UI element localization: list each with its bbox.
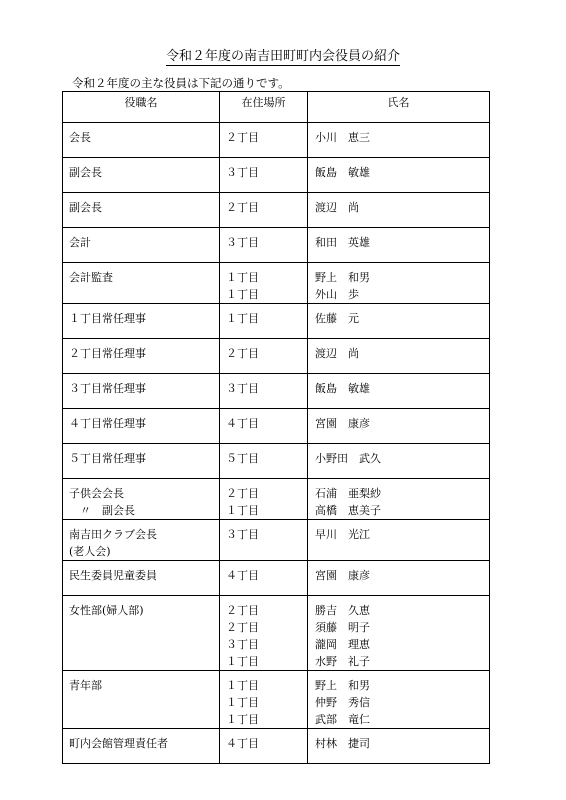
table-row	[63, 228, 490, 263]
name-text: 渡辺 尚	[315, 201, 359, 214]
cell-name	[308, 339, 490, 374]
table-header-row	[63, 92, 490, 123]
name-text: 野上 和男	[315, 679, 370, 692]
role-lines	[63, 374, 219, 397]
cell-role	[63, 596, 220, 671]
name-text: 小川 恵三	[315, 131, 370, 144]
cell-role	[63, 158, 220, 193]
intro-text: 令和２年度の主な役員は下記の通りです。	[72, 76, 290, 90]
role-text: ２丁目常任理事	[69, 347, 146, 360]
cell-place	[220, 729, 308, 764]
role-text: 会計	[69, 236, 91, 249]
name-lines	[308, 520, 489, 543]
place-text: ４丁目	[226, 417, 259, 430]
cell-name	[308, 263, 490, 304]
role-text: ３丁目常任理事	[69, 382, 146, 395]
name-text: 勝吉 久恵	[315, 604, 370, 617]
table-row	[63, 444, 490, 479]
role-text: 会長	[69, 131, 91, 144]
name-lines	[308, 561, 489, 584]
place-text: １丁目	[226, 504, 259, 517]
role-lines	[63, 228, 219, 251]
name-text: 渡辺 尚	[315, 347, 359, 360]
role-text: 会計監査	[69, 271, 113, 284]
cell-place	[220, 444, 308, 479]
place-text: ２丁目	[226, 621, 259, 634]
cell-name	[308, 304, 490, 339]
place-lines	[220, 263, 307, 303]
table-row	[63, 409, 490, 444]
role-lines	[63, 339, 219, 362]
place-lines	[220, 304, 307, 327]
place-text: ５丁目	[226, 452, 259, 465]
cell-role	[63, 304, 220, 339]
name-text: 和田 英雄	[315, 236, 370, 249]
cell-place	[220, 374, 308, 409]
cell-place	[220, 520, 308, 561]
place-text: １丁目	[226, 288, 259, 301]
document-title-text: 令和２年度の南吉田町町内会役員の紹介	[165, 49, 400, 64]
place-lines	[220, 409, 307, 432]
cell-name	[308, 671, 490, 729]
officer-table	[62, 91, 490, 764]
cell-place	[220, 671, 308, 729]
cell-role	[63, 123, 220, 158]
document-title	[0, 49, 566, 65]
table-row	[63, 596, 490, 671]
cell-role	[63, 263, 220, 304]
name-lines	[308, 729, 489, 752]
cell-place	[220, 409, 308, 444]
cell-name	[308, 409, 490, 444]
header-place: 在住場所	[220, 92, 308, 123]
place-lines	[220, 561, 307, 584]
name-lines	[308, 228, 489, 251]
name-lines	[308, 263, 489, 303]
place-lines	[220, 123, 307, 146]
place-text: １丁目	[226, 679, 259, 692]
cell-place	[220, 228, 308, 263]
place-text: ２丁目	[226, 347, 259, 360]
name-text: 石浦 亜梨紗	[315, 487, 381, 500]
place-lines	[220, 520, 307, 543]
name-text: 飯島 敏雄	[315, 382, 370, 395]
place-text: ２丁目	[226, 604, 259, 617]
role-text: 南吉田クラブ会長	[69, 528, 157, 541]
role-lines	[63, 520, 219, 560]
role-lines	[63, 304, 219, 327]
name-text: 佐藤 元	[315, 312, 359, 325]
cell-name	[308, 444, 490, 479]
name-lines	[308, 339, 489, 362]
table-row	[63, 520, 490, 561]
name-text: 宮園 康彦	[315, 417, 370, 430]
table-row	[63, 729, 490, 764]
name-lines	[308, 409, 489, 432]
table-row	[63, 561, 490, 596]
role-text: 町内会館管理責任者	[69, 737, 168, 750]
role-text: １丁目常任理事	[69, 312, 146, 325]
role-lines	[63, 263, 219, 286]
name-lines	[308, 158, 489, 181]
role-text: 民生委員児童委員	[69, 569, 157, 582]
cell-name	[308, 228, 490, 263]
name-text: 水野 礼子	[315, 655, 370, 668]
name-text: 仲野 秀信	[315, 696, 370, 709]
cell-role	[63, 339, 220, 374]
name-lines	[308, 671, 489, 728]
name-text: 早川 光江	[315, 528, 370, 541]
role-text: 〃 副会長	[69, 504, 135, 517]
table-row	[63, 671, 490, 729]
cell-place	[220, 263, 308, 304]
role-lines	[63, 409, 219, 432]
role-text: 副会長	[69, 201, 102, 214]
cell-role	[63, 479, 220, 520]
role-text: 副会長	[69, 166, 102, 179]
cell-role	[63, 409, 220, 444]
name-text: 飯島 敏雄	[315, 166, 370, 179]
name-text: 須藤 明子	[315, 621, 370, 634]
place-text: ３丁目	[226, 166, 259, 179]
cell-role	[63, 374, 220, 409]
name-text: 高橋 恵美子	[315, 504, 381, 517]
cell-name	[308, 596, 490, 671]
name-text: 野上 和男	[315, 271, 370, 284]
table-row	[63, 374, 490, 409]
place-text: ２丁目	[226, 487, 259, 500]
table-row	[63, 339, 490, 374]
place-lines	[220, 671, 307, 728]
role-lines	[63, 193, 219, 216]
place-lines	[220, 228, 307, 251]
cell-place	[220, 561, 308, 596]
place-text: ３丁目	[226, 528, 259, 541]
cell-place	[220, 304, 308, 339]
place-text: ３丁目	[226, 638, 259, 651]
name-lines	[308, 193, 489, 216]
table-body	[63, 123, 490, 764]
place-text: １丁目	[226, 312, 259, 325]
place-lines	[220, 374, 307, 397]
cell-name	[308, 193, 490, 228]
header-role: 役職名	[63, 92, 220, 123]
role-text: ４丁目常任理事	[69, 417, 146, 430]
place-text: １丁目	[226, 655, 259, 668]
cell-role	[63, 520, 220, 561]
name-text: 村林 捷司	[315, 737, 370, 750]
name-text: 瀧岡 理恵	[315, 638, 370, 651]
place-lines	[220, 479, 307, 519]
place-text: １丁目	[226, 271, 259, 284]
role-lines	[63, 671, 219, 694]
role-lines	[63, 561, 219, 584]
cell-name	[308, 479, 490, 520]
place-text: １丁目	[226, 713, 259, 726]
name-lines	[308, 444, 489, 467]
cell-place	[220, 193, 308, 228]
role-lines	[63, 444, 219, 467]
cell-name	[308, 374, 490, 409]
place-lines	[220, 193, 307, 216]
cell-place	[220, 479, 308, 520]
cell-role	[63, 444, 220, 479]
role-text: 青年部	[69, 679, 102, 692]
role-lines	[63, 479, 219, 519]
table-row	[63, 479, 490, 520]
name-text: 外山 歩	[315, 288, 359, 301]
place-text: ３丁目	[226, 382, 259, 395]
role-text: ５丁目常任理事	[69, 452, 146, 465]
role-lines	[63, 158, 219, 181]
name-lines	[308, 304, 489, 327]
name-lines	[308, 479, 489, 519]
table-row	[63, 158, 490, 193]
cell-role	[63, 228, 220, 263]
cell-role	[63, 729, 220, 764]
place-lines	[220, 339, 307, 362]
place-text: ２丁目	[226, 201, 259, 214]
name-lines	[308, 123, 489, 146]
cell-place	[220, 123, 308, 158]
table-row	[63, 263, 490, 304]
name-lines	[308, 596, 489, 670]
name-lines	[308, 374, 489, 397]
place-text: ３丁目	[226, 236, 259, 249]
role-lines	[63, 596, 219, 619]
cell-name	[308, 123, 490, 158]
table-row	[63, 193, 490, 228]
table-row	[63, 123, 490, 158]
header-name: 氏名	[308, 92, 490, 123]
cell-role	[63, 193, 220, 228]
place-lines	[220, 158, 307, 181]
cell-place	[220, 339, 308, 374]
place-text: ４丁目	[226, 737, 259, 750]
role-text: (老人会)	[69, 545, 111, 558]
place-text: １丁目	[226, 696, 259, 709]
cell-name	[308, 561, 490, 596]
place-text: ２丁目	[226, 131, 259, 144]
place-text: ４丁目	[226, 569, 259, 582]
role-lines	[63, 729, 219, 752]
table-row	[63, 304, 490, 339]
cell-name	[308, 158, 490, 193]
name-text: 武部 竜仁	[315, 713, 370, 726]
cell-place	[220, 158, 308, 193]
role-text: 女性部(婦人部)	[69, 604, 144, 617]
cell-name	[308, 729, 490, 764]
cell-place	[220, 596, 308, 671]
place-lines	[220, 729, 307, 752]
role-lines	[63, 123, 219, 146]
cell-name	[308, 520, 490, 561]
place-lines	[220, 444, 307, 467]
name-text: 小野田 武久	[315, 452, 381, 465]
cell-role	[63, 671, 220, 729]
place-lines	[220, 596, 307, 670]
role-text: 子供会会長	[69, 487, 124, 500]
name-text: 宮園 康彦	[315, 569, 370, 582]
cell-role	[63, 561, 220, 596]
